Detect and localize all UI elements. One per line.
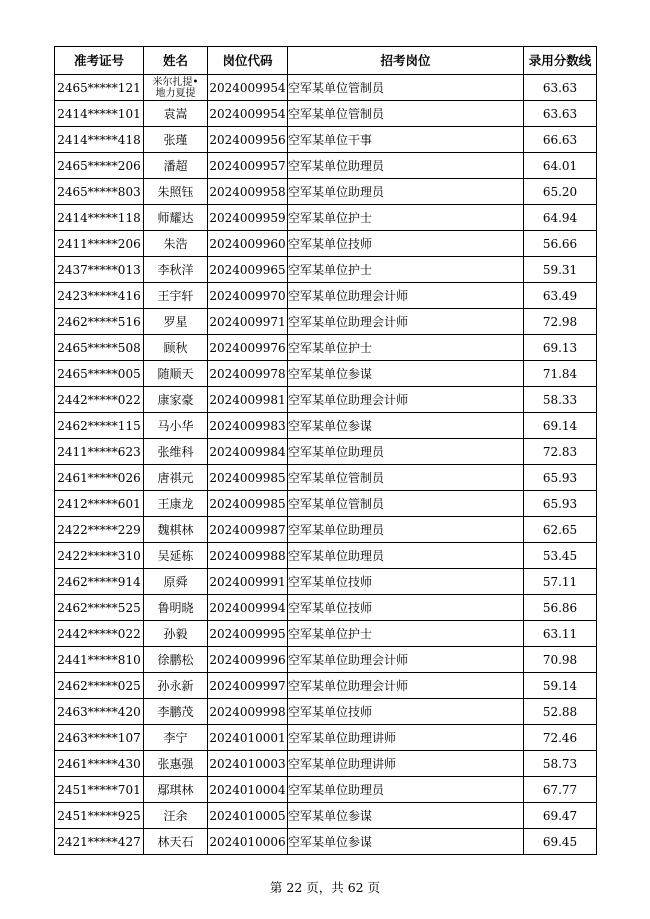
cell-score: 56.86 bbox=[524, 595, 597, 621]
cell-exam-id: 2414*****101 bbox=[55, 101, 144, 127]
cell-name: 汪余 bbox=[144, 803, 208, 829]
cell-post: 空军某单位助理讲师 bbox=[288, 725, 524, 751]
cell-name: 张维科 bbox=[144, 439, 208, 465]
cell-post-code: 2024009985 bbox=[208, 491, 288, 517]
multiline-text: 米尔扎提• 地力夏提 bbox=[152, 76, 199, 99]
admission-score-table bbox=[54, 46, 597, 855]
cell-post: 空军某单位助理会计师 bbox=[288, 309, 524, 335]
cell-exam-id: 2462*****525 bbox=[55, 595, 144, 621]
table-row bbox=[55, 777, 597, 803]
table-row bbox=[55, 621, 597, 647]
table-row bbox=[55, 517, 597, 543]
cell-score: 65.93 bbox=[524, 465, 597, 491]
table-row bbox=[55, 179, 597, 205]
cell-score: 69.47 bbox=[524, 803, 597, 829]
cell-post: 空军某单位助理会计师 bbox=[288, 647, 524, 673]
cell-post: 空军某单位参谋 bbox=[288, 803, 524, 829]
cell-score: 63.63 bbox=[524, 101, 597, 127]
cell-post-code: 2024009971 bbox=[208, 309, 288, 335]
cell-post-code: 2024009996 bbox=[208, 647, 288, 673]
cell-post-code: 2024009970 bbox=[208, 283, 288, 309]
cell-name: 王宇轩 bbox=[144, 283, 208, 309]
cell-exam-id: 2462*****115 bbox=[55, 413, 144, 439]
cell-post: 空军某单位参谋 bbox=[288, 829, 524, 855]
table-row bbox=[55, 335, 597, 361]
cell-score: 63.49 bbox=[524, 283, 597, 309]
table-row bbox=[55, 283, 597, 309]
table-row bbox=[55, 803, 597, 829]
table-row bbox=[55, 153, 597, 179]
cell-post-code: 2024009958 bbox=[208, 179, 288, 205]
cell-post-code: 2024009959 bbox=[208, 205, 288, 231]
table-row bbox=[55, 361, 597, 387]
cell-score: 59.14 bbox=[524, 673, 597, 699]
cell-exam-id: 2411*****206 bbox=[55, 231, 144, 257]
cell-exam-id: 2462*****516 bbox=[55, 309, 144, 335]
cell-name: 李鹏茂 bbox=[144, 699, 208, 725]
cell-post-code: 2024010001 bbox=[208, 725, 288, 751]
cell-name: 孙永新 bbox=[144, 673, 208, 699]
table-row bbox=[55, 751, 597, 777]
cell-exam-id: 2441*****810 bbox=[55, 647, 144, 673]
cell-exam-id: 2462*****914 bbox=[55, 569, 144, 595]
cell-score: 64.94 bbox=[524, 205, 597, 231]
cell-post: 空军某单位助理会计师 bbox=[288, 387, 524, 413]
header-post: 招考岗位 bbox=[288, 47, 524, 75]
cell-post-code: 2024009985 bbox=[208, 465, 288, 491]
cell-score: 71.84 bbox=[524, 361, 597, 387]
table-row bbox=[55, 75, 597, 101]
cell-post-code: 2024009998 bbox=[208, 699, 288, 725]
cell-post: 空军某单位助理员 bbox=[288, 439, 524, 465]
cell-post: 空军某单位技师 bbox=[288, 569, 524, 595]
table-row bbox=[55, 543, 597, 569]
cell-name: 鲁明晓 bbox=[144, 595, 208, 621]
cell-post: 空军某单位助理讲师 bbox=[288, 751, 524, 777]
cell-exam-id: 2414*****418 bbox=[55, 127, 144, 153]
cell-name: 吴延栋 bbox=[144, 543, 208, 569]
cell-post: 空军某单位护士 bbox=[288, 205, 524, 231]
table-row bbox=[55, 205, 597, 231]
cell-post: 空军某单位护士 bbox=[288, 257, 524, 283]
cell-name: 朱浩 bbox=[144, 231, 208, 257]
cell-post-code: 2024009987 bbox=[208, 517, 288, 543]
cell-post-code: 2024009956 bbox=[208, 127, 288, 153]
cell-post-code: 2024010004 bbox=[208, 777, 288, 803]
cell-score: 66.63 bbox=[524, 127, 597, 153]
cell-name: 李秋洋 bbox=[144, 257, 208, 283]
cell-exam-id: 2442*****022 bbox=[55, 621, 144, 647]
cell-post: 空军某单位参谋 bbox=[288, 361, 524, 387]
cell-post-code: 2024009954 bbox=[208, 101, 288, 127]
cell-exam-id: 2421*****427 bbox=[55, 829, 144, 855]
cell-exam-id: 2411*****623 bbox=[55, 439, 144, 465]
table-row bbox=[55, 699, 597, 725]
cell-exam-id: 2422*****229 bbox=[55, 517, 144, 543]
table-row bbox=[55, 465, 597, 491]
cell-post: 空军某单位管制员 bbox=[288, 465, 524, 491]
cell-post-code: 2024009957 bbox=[208, 153, 288, 179]
cell-name: 林天石 bbox=[144, 829, 208, 855]
cell-exam-id: 2461*****026 bbox=[55, 465, 144, 491]
cell-post-code: 2024009995 bbox=[208, 621, 288, 647]
cell-score: 69.45 bbox=[524, 829, 597, 855]
cell-exam-id: 2423*****416 bbox=[55, 283, 144, 309]
cell-name: 魏棋林 bbox=[144, 517, 208, 543]
cell-score: 58.73 bbox=[524, 751, 597, 777]
cell-exam-id: 2465*****121 bbox=[55, 75, 144, 101]
cell-score: 57.11 bbox=[524, 569, 597, 595]
table-header-row bbox=[55, 47, 597, 75]
cell-post-code: 2024009994 bbox=[208, 595, 288, 621]
table-row bbox=[55, 413, 597, 439]
cell-name: 孙毅 bbox=[144, 621, 208, 647]
cell-name: 师耀达 bbox=[144, 205, 208, 231]
cell-post: 空军某单位参谋 bbox=[288, 413, 524, 439]
cell-name: 王康龙 bbox=[144, 491, 208, 517]
cell-post: 空军某单位助理会计师 bbox=[288, 283, 524, 309]
cell-post: 空军某单位护士 bbox=[288, 335, 524, 361]
cell-name: 罗星 bbox=[144, 309, 208, 335]
cell-post-code: 2024009983 bbox=[208, 413, 288, 439]
cell-score: 72.98 bbox=[524, 309, 597, 335]
table-row bbox=[55, 231, 597, 257]
cell-exam-id: 2412*****601 bbox=[55, 491, 144, 517]
cell-name: 袁嵩 bbox=[144, 101, 208, 127]
cell-post: 空军某单位助理员 bbox=[288, 179, 524, 205]
cell-score: 65.93 bbox=[524, 491, 597, 517]
cell-score: 70.98 bbox=[524, 647, 597, 673]
cell-post-code: 2024009960 bbox=[208, 231, 288, 257]
cell-score: 67.77 bbox=[524, 777, 597, 803]
cell-exam-id: 2462*****025 bbox=[55, 673, 144, 699]
cell-post-code: 2024010005 bbox=[208, 803, 288, 829]
cell-post: 空军某单位助理员 bbox=[288, 543, 524, 569]
cell-post: 空军某单位助理会计师 bbox=[288, 673, 524, 699]
header-exam-id: 准考证号 bbox=[55, 47, 144, 75]
cell-exam-id: 2442*****022 bbox=[55, 387, 144, 413]
table-row bbox=[55, 673, 597, 699]
cell-score: 62.65 bbox=[524, 517, 597, 543]
cell-post: 空军某单位助理员 bbox=[288, 153, 524, 179]
cell-post-code: 2024009984 bbox=[208, 439, 288, 465]
cell-exam-id: 2414*****118 bbox=[55, 205, 144, 231]
cell-name: 康家豪 bbox=[144, 387, 208, 413]
cell-name: 随顺天 bbox=[144, 361, 208, 387]
cell-name: 朱照钰 bbox=[144, 179, 208, 205]
cell-name: 李宁 bbox=[144, 725, 208, 751]
cell-exam-id: 2461*****430 bbox=[55, 751, 144, 777]
cell-exam-id: 2463*****420 bbox=[55, 699, 144, 725]
cell-post: 空军某单位技师 bbox=[288, 595, 524, 621]
cell-name: 张瑾 bbox=[144, 127, 208, 153]
table-row bbox=[55, 647, 597, 673]
table-row bbox=[55, 101, 597, 127]
cell-name: 潘超 bbox=[144, 153, 208, 179]
cell-post-code: 2024009991 bbox=[208, 569, 288, 595]
cell-post: 空军某单位管制员 bbox=[288, 491, 524, 517]
cell-score: 59.31 bbox=[524, 257, 597, 283]
cell-post: 空军某单位干事 bbox=[288, 127, 524, 153]
cell-exam-id: 2451*****925 bbox=[55, 803, 144, 829]
cell-exam-id: 2465*****005 bbox=[55, 361, 144, 387]
cell-exam-id: 2465*****803 bbox=[55, 179, 144, 205]
cell-post: 空军某单位技师 bbox=[288, 231, 524, 257]
table-row bbox=[55, 569, 597, 595]
cell-name: 张惠强 bbox=[144, 751, 208, 777]
cell-post-code: 2024009997 bbox=[208, 673, 288, 699]
cell-score: 63.11 bbox=[524, 621, 597, 647]
cell-post-code: 2024009981 bbox=[208, 387, 288, 413]
cell-exam-id: 2465*****508 bbox=[55, 335, 144, 361]
cell-score: 72.46 bbox=[524, 725, 597, 751]
cell-score: 56.66 bbox=[524, 231, 597, 257]
table-row bbox=[55, 595, 597, 621]
cell-score: 58.33 bbox=[524, 387, 597, 413]
cell-post: 空军某单位助理员 bbox=[288, 777, 524, 803]
cell-name: 唐祺元 bbox=[144, 465, 208, 491]
cell-name: 原舜 bbox=[144, 569, 208, 595]
table-row bbox=[55, 387, 597, 413]
cell-name: 徐鹏松 bbox=[144, 647, 208, 673]
cell-post-code: 2024010003 bbox=[208, 751, 288, 777]
cell-post-code: 2024009988 bbox=[208, 543, 288, 569]
cell-exam-id: 2437*****013 bbox=[55, 257, 144, 283]
cell-score: 52.88 bbox=[524, 699, 597, 725]
cell-score: 53.45 bbox=[524, 543, 597, 569]
table-row bbox=[55, 491, 597, 517]
cell-post: 空军某单位管制员 bbox=[288, 101, 524, 127]
cell-exam-id: 2422*****310 bbox=[55, 543, 144, 569]
cell-post-code: 2024009978 bbox=[208, 361, 288, 387]
cell-exam-id: 2465*****206 bbox=[55, 153, 144, 179]
table-row bbox=[55, 257, 597, 283]
header-post-code: 岗位代码 bbox=[208, 47, 288, 75]
cell-post-code: 2024009976 bbox=[208, 335, 288, 361]
cell-score: 65.20 bbox=[524, 179, 597, 205]
cell-post: 空军某单位技师 bbox=[288, 699, 524, 725]
cell-post: 空军某单位护士 bbox=[288, 621, 524, 647]
cell-exam-id: 2451*****701 bbox=[55, 777, 144, 803]
cell-name: 鄢琪林 bbox=[144, 777, 208, 803]
table-row bbox=[55, 309, 597, 335]
header-score: 录用分数线 bbox=[524, 47, 597, 75]
cell-score: 69.14 bbox=[524, 413, 597, 439]
cell-score: 72.83 bbox=[524, 439, 597, 465]
cell-post: 空军某单位助理员 bbox=[288, 517, 524, 543]
cell-post-code: 2024010006 bbox=[208, 829, 288, 855]
cell-name: 顾秋 bbox=[144, 335, 208, 361]
cell-name: 马小华 bbox=[144, 413, 208, 439]
cell-name bbox=[144, 75, 208, 101]
cell-post: 空军某单位管制员 bbox=[288, 75, 524, 101]
page-number: 第 22 页，共 62 页 bbox=[269, 880, 381, 895]
cell-score: 64.01 bbox=[524, 153, 597, 179]
table-row bbox=[55, 725, 597, 751]
header-name: 姓名 bbox=[144, 47, 208, 75]
cell-score: 69.13 bbox=[524, 335, 597, 361]
cell-exam-id: 2463*****107 bbox=[55, 725, 144, 751]
table-row bbox=[55, 439, 597, 465]
cell-score: 63.63 bbox=[524, 75, 597, 101]
table-row bbox=[55, 127, 597, 153]
cell-post-code: 2024009954 bbox=[208, 75, 288, 101]
cell-post-code: 2024009965 bbox=[208, 257, 288, 283]
table-row bbox=[55, 829, 597, 855]
